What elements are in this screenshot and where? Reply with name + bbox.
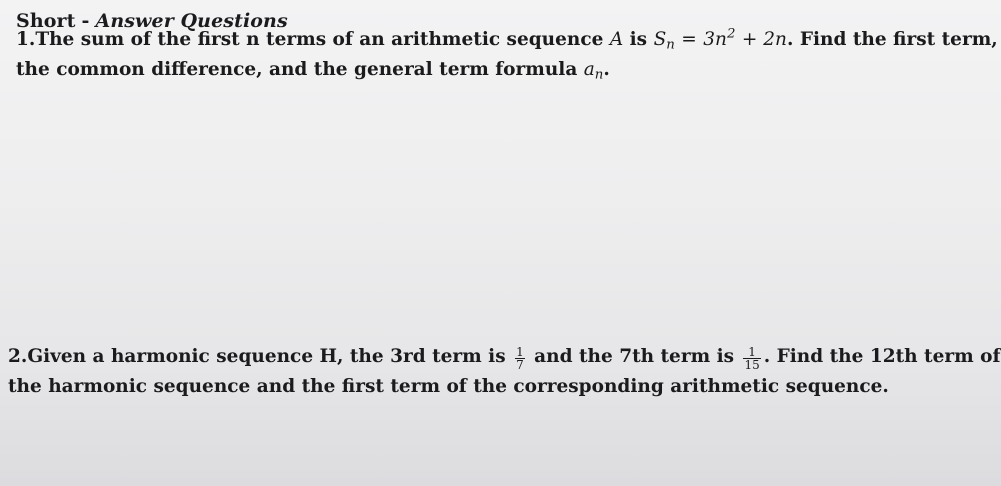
question-2-text-2: the harmonic sequence and the first term of the corresponding arithmetic sequence. [8,376,889,397]
question-1-text-2: the common difference, and the general term formula [16,59,578,80]
question-2-tail: . Find the 12th term of [763,346,1001,367]
is-word: is [629,29,648,50]
sequence-variable: A [609,29,624,50]
linear-term: + 2n [741,29,787,50]
question-2-line-1 [8,342,1000,372]
general-term-symbol: $a_n$ [583,59,604,83]
sum-symbol: $S_n$ [653,29,675,53]
heading-dash: - [81,10,90,32]
question-1-line-2 [16,55,998,85]
quadratic-term: $3n^2$ [703,26,736,50]
question-1-text: 1.The sum of the first n terms of an arithmetic sequence [16,29,604,50]
question-2-text: 2.Given a harmonic sequence H, the 3rd term is [8,346,506,367]
question-2-mid-text: and the 7th term is [534,346,735,367]
equals-sign: = [681,29,697,50]
question-1 [16,25,998,85]
question-1-line-1 [16,25,998,55]
question-2-line-2 [8,372,1000,402]
question-1-tail: . Find the first term, [786,29,998,50]
fraction-one-seventh: $\frac{1}{7}$ [516,344,524,372]
question-1-period: . [603,59,610,80]
heading-title: Answer Questions [95,10,288,32]
question-2 [8,342,1000,402]
heading-prefix: Short [16,10,76,32]
fraction-one-fifteenth: $\frac{1}{15}$ [744,344,760,372]
